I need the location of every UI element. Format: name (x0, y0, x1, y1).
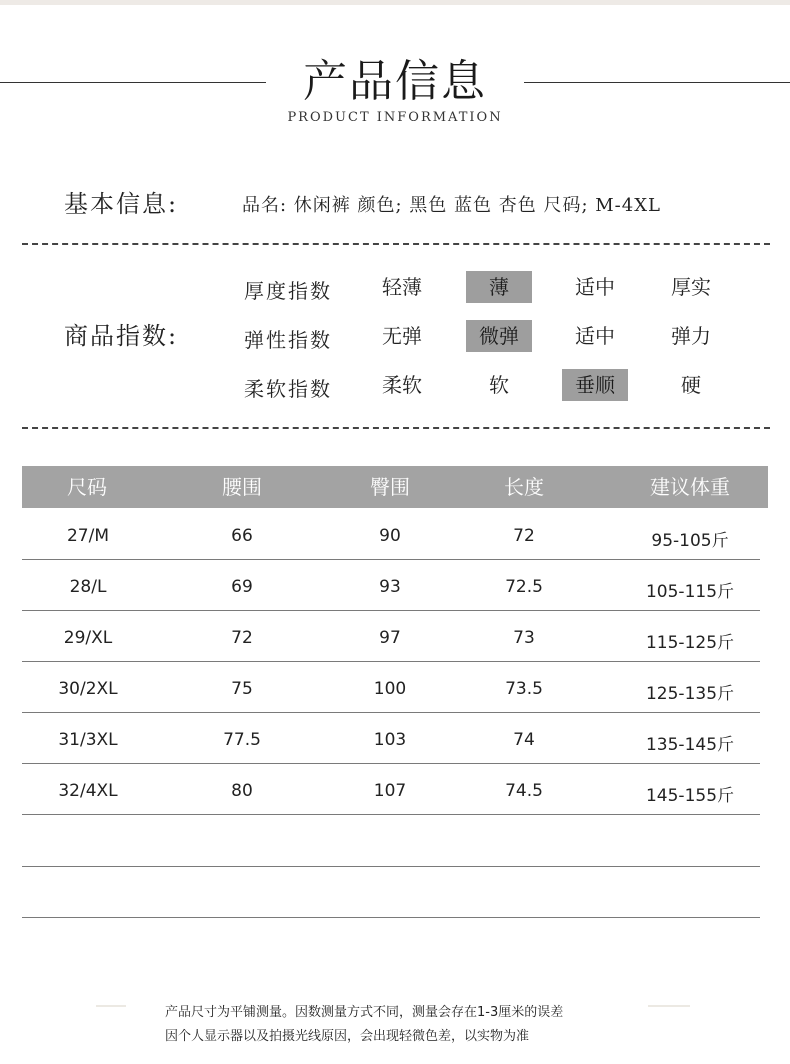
index-name: 厚度指数 (244, 279, 332, 303)
index-name: 弹性指数 (244, 328, 332, 352)
table-row (22, 561, 760, 611)
table-cell: 125-135斤 (645, 684, 735, 704)
index-row (0, 320, 790, 354)
note-divider-left (96, 1005, 126, 1007)
header-weight: 建议体重 (650, 475, 730, 499)
table-cell: 28/L (69, 577, 107, 597)
table-cell: 74.5 (505, 781, 543, 801)
table-cell: 66 (231, 526, 253, 546)
basic-info-label: 基本信息: (64, 190, 179, 218)
table-row (22, 765, 760, 815)
table-cell: 74 (513, 730, 535, 750)
table-row (22, 612, 760, 662)
top-strip (0, 0, 790, 5)
index-option: 适中 (575, 275, 615, 299)
note-line-1: 产品尺寸为平铺测量。因数测量方式不同，测量会存在1-3厘米的误差 (165, 1005, 564, 1020)
index-option-selected: 微弹 (466, 320, 532, 352)
table-row (22, 817, 760, 867)
page-subtitle: PRODUCT INFORMATION (287, 110, 503, 125)
header-size: 尺码 (67, 475, 107, 499)
index-option: 厚实 (671, 275, 711, 299)
table-cell: 77.5 (223, 730, 261, 750)
dashed-divider-top (22, 243, 770, 245)
table-cell: 105-115斤 (645, 582, 735, 602)
table-cell: 93 (379, 577, 401, 597)
index-option-selected: 薄 (466, 271, 532, 303)
index-option: 硬 (681, 373, 701, 397)
table-cell: 95-105斤 (651, 531, 729, 551)
index-row (0, 271, 790, 305)
table-cell: 80 (231, 781, 253, 801)
table-row (22, 663, 760, 713)
index-option: 无弹 (382, 324, 422, 348)
index-option: 适中 (575, 324, 615, 348)
basic-info-value: 品名: 休闲裤 颜色; 黑色 蓝色 杏色 尺码; M-4XL (242, 195, 661, 216)
note-divider-right (648, 1005, 690, 1007)
table-cell: 97 (379, 628, 401, 648)
index-name: 柔软指数 (244, 377, 332, 401)
table-cell: 103 (373, 730, 407, 750)
index-option-selected: 垂顺 (562, 369, 628, 401)
header-length: 长度 (504, 475, 544, 499)
table-cell: 27/M (66, 526, 110, 546)
index-row (0, 369, 790, 403)
size-table-header (22, 466, 768, 508)
index-option: 弹力 (671, 324, 711, 348)
table-cell: 72.5 (505, 577, 543, 597)
table-cell: 115-125斤 (645, 633, 735, 653)
table-cell: 90 (379, 526, 401, 546)
table-cell: 75 (231, 679, 253, 699)
table-cell: 107 (373, 781, 407, 801)
product-index-label: 商品指数: (64, 322, 179, 350)
index-option: 软 (489, 373, 509, 397)
table-row (22, 868, 760, 918)
table-row (22, 714, 760, 764)
table-cell: 29/XL (63, 628, 113, 648)
header-hip: 臀围 (370, 475, 410, 499)
index-option: 轻薄 (382, 275, 422, 299)
header-waist: 腰围 (222, 475, 262, 499)
table-cell: 135-145斤 (645, 735, 735, 755)
dashed-divider-bottom (22, 427, 770, 429)
note-line-2: 因个人显示器以及拍摄光线原因，会出现轻微色差，以实物为准 (165, 1029, 530, 1044)
index-option: 柔软 (382, 373, 422, 397)
table-cell: 72 (231, 628, 253, 648)
page-title: 产品信息 (303, 56, 487, 107)
table-cell: 73.5 (505, 679, 543, 699)
table-cell: 30/2XL (58, 679, 118, 699)
table-cell: 69 (231, 577, 253, 597)
table-cell: 72 (513, 526, 535, 546)
table-cell: 100 (373, 679, 407, 699)
table-cell: 73 (513, 628, 535, 648)
table-cell: 32/4XL (58, 781, 118, 801)
table-row (22, 510, 760, 560)
table-cell: 31/3XL (58, 730, 118, 750)
table-cell: 145-155斤 (645, 786, 735, 806)
